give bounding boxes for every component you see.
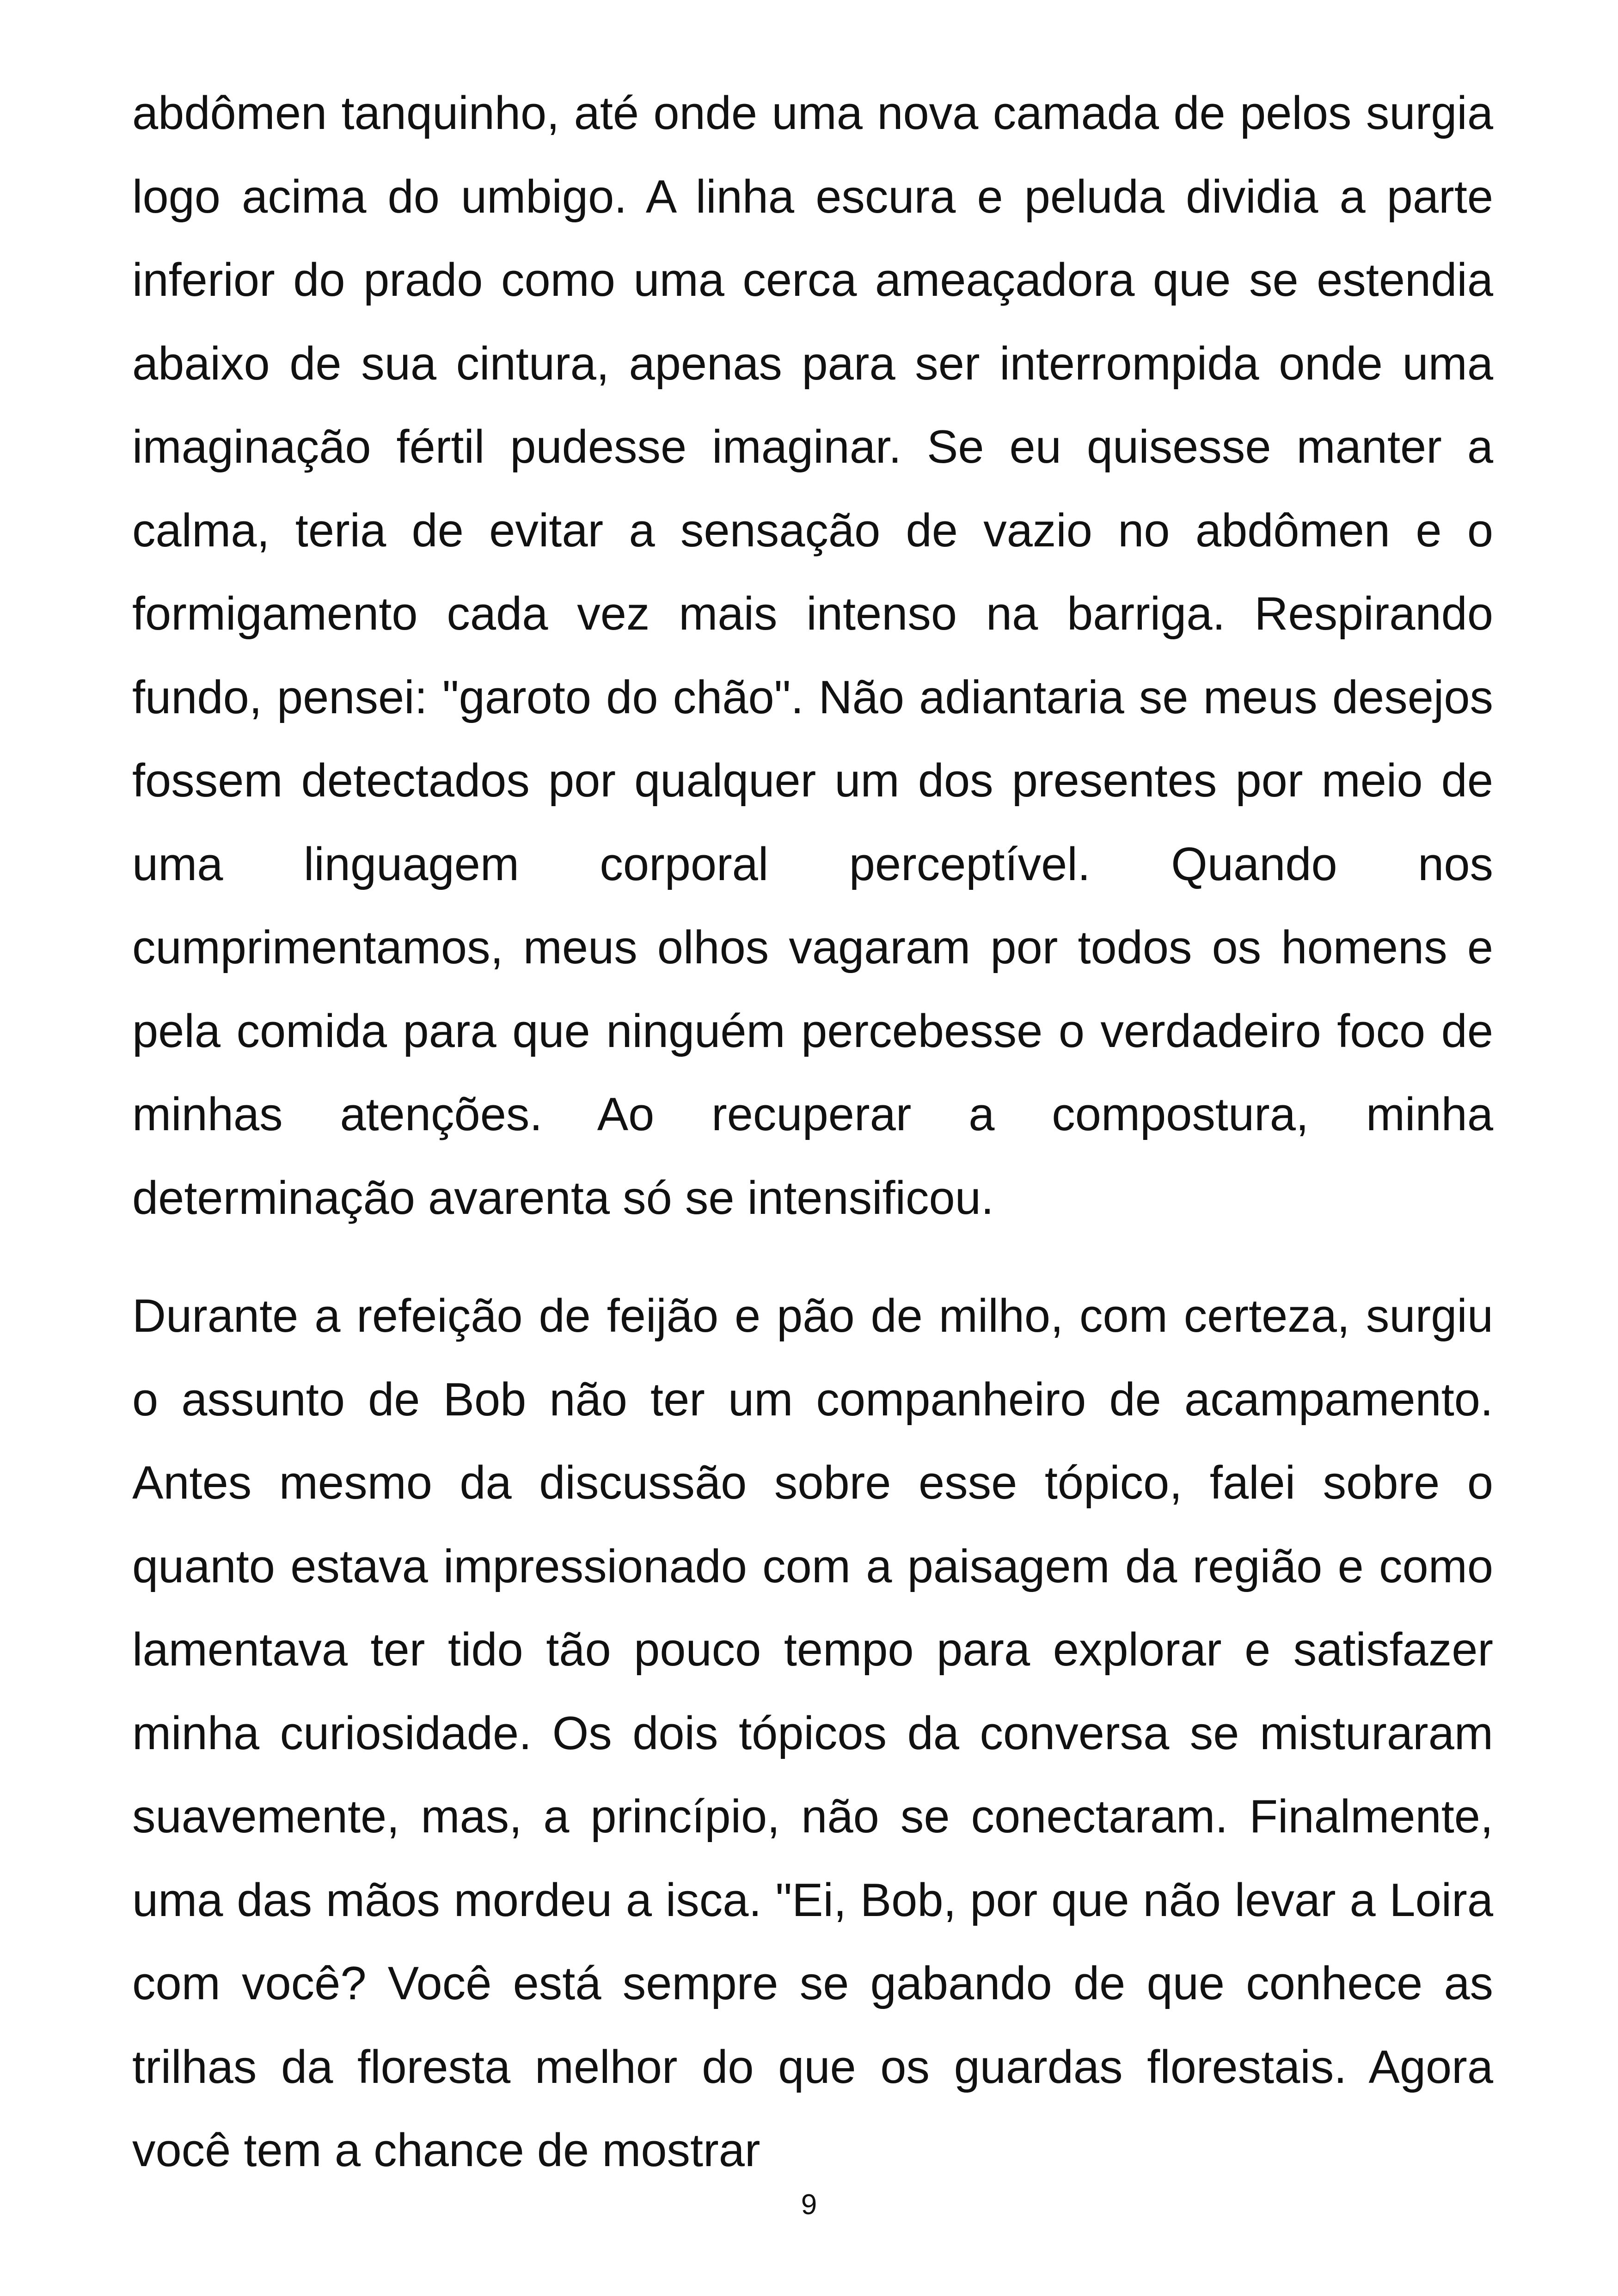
page-number: 9 bbox=[801, 2189, 817, 2221]
paragraph-1: abdômen tanquinho, até onde uma nova camada de pelos surgia logo acima do umbigo. A linha escura e peluda dividia a parte inferior do prado como uma cerca ameaçadora que se estendia abaixo de sua cintura, apenas para ser interrompida onde uma imaginação fértil pudesse imaginar. Se eu quisesse manter a calma, teria de evitar a sensação de vazio no abdômen e o formigamento cada vez mais intenso na barriga. Respirando fundo, pensei: "garoto do chão". Não adiantaria se meus desejos fossem detectados por qualquer um dos presentes por meio de uma linguagem corporal perceptível. Quando nos cumprimentamos, meus olhos vagaram por todos os homens e pela comida para que ninguém percebesse o verdadeiro foco de minhas atenções. Ao recuperar a compostura, minha determinação avarenta só se intensificou. bbox=[132, 87, 1493, 1224]
paragraph-2: Durante a refeição de feijão e pão de milho, com certeza, surgiu o assunto de Bob não ter um companheiro de acampamento. Antes mesmo da discussão sobre esse tópico, falei sobre o quanto estava impressionado com a paisagem da região e como lamentava ter tido tão pouco tempo para explorar e satisfazer minha curiosidade. Os dois tópicos da conversa se misturaram suavemente, mas, a princípio, não se conectaram. Finalmente, uma das mãos mordeu a isca. "Ei, Bob, por que não levar a Loira com você? Você está sempre se gabando de que conhece as trilhas da floresta melhor do que os guardas florestais. Agora você tem a chance de mostrar bbox=[132, 1290, 1493, 2176]
body-text bbox=[132, 72, 1493, 2192]
